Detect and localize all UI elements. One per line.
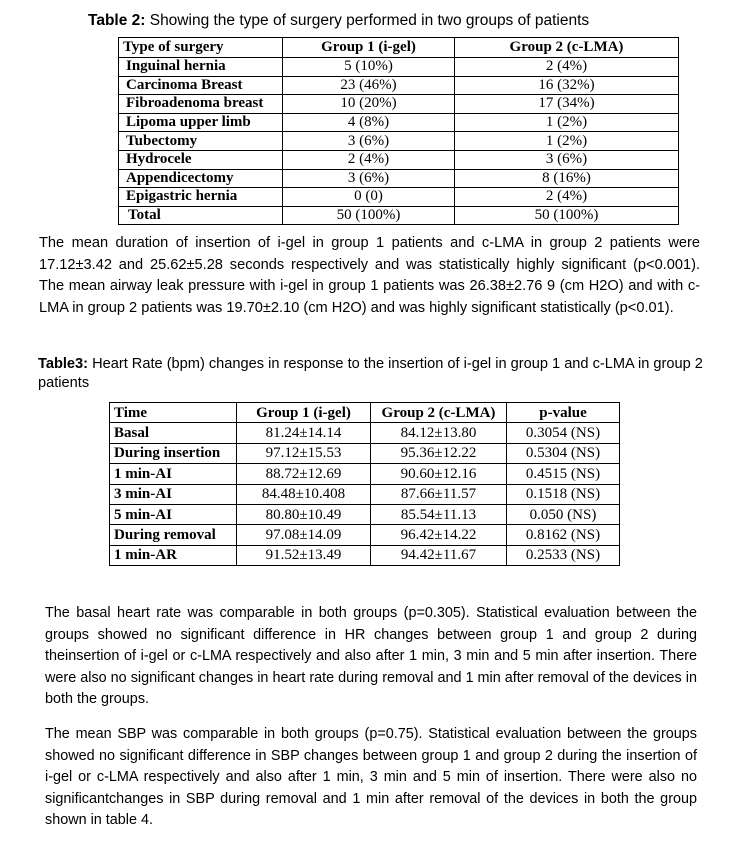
table3-caption	[38, 355, 708, 393]
table-cell: 4 (8%)	[283, 113, 455, 132]
table-cell: 17 (34%)	[455, 95, 679, 114]
table3-heart-rate	[109, 402, 620, 566]
table-row-total	[119, 206, 679, 225]
table3-caption-label: Table3:	[38, 356, 89, 372]
table-row	[110, 423, 620, 443]
paragraph-sbp: The mean SBP was comparable in both groups (p=0.75). Statistical evaluation between the groups showed no significant difference in SBP changes between group 1 and group 2 during the insertion of i-gel or c-LMA respectively and also after 1 min, 3 min and 5 min of insertion. There were also no significantchanges in SBP during removal and 1 min after removal of the devices in both the group shown in table 4.	[45, 726, 697, 828]
table-cell: Carcinoma Breast	[119, 76, 283, 95]
table-cell: 1 min-AI	[110, 464, 237, 484]
table2-caption-text: Showing the type of surgery performed in two groups of patients	[145, 12, 590, 29]
table2-caption	[88, 12, 589, 30]
table3-caption-text: Heart Rate (bpm) changes in response to the insertion of i-gel in group 1 and c-LMA in group 2 patients	[38, 356, 703, 391]
table2-header-cell: Type of surgery	[119, 38, 283, 58]
table-cell: 0.050 (NS)	[507, 504, 620, 524]
table-cell: 3 (6%)	[283, 169, 455, 188]
table-cell: 1 (2%)	[455, 132, 679, 151]
table-cell: 94.42±11.67	[371, 545, 507, 565]
table2-header-row	[119, 38, 679, 58]
table-cell: 5 (10%)	[283, 58, 455, 77]
table-cell: 97.08±14.09	[237, 525, 371, 545]
table-cell: Total	[119, 206, 283, 225]
table-row	[119, 76, 679, 95]
table-cell: 0.3054 (NS)	[507, 423, 620, 443]
table-cell: 0.4515 (NS)	[507, 464, 620, 484]
table-row	[119, 132, 679, 151]
table-row	[119, 188, 679, 207]
table-row	[119, 95, 679, 114]
table-cell: 87.66±11.57	[371, 484, 507, 504]
table-row	[110, 443, 620, 463]
table-row	[119, 150, 679, 169]
table-cell: 88.72±12.69	[237, 464, 371, 484]
table3-header-cell: Group 2 (c-LMA)	[371, 403, 507, 423]
table-cell: 10 (20%)	[283, 95, 455, 114]
table-row	[110, 525, 620, 545]
paragraph-heart-rate: The basal heart rate was comparable in both groups (p=0.305). Statistical evaluation between the groups showed no significant difference in HR changes between group 1 and group 2 during theinsertion of i-gel or c-LMA respectively and also after 1 min, 3 min and 5 min after insertion. There were also no significant changes in heart rate during removal and 1 min after removal of the devices in both the groups.	[45, 605, 697, 707]
table-cell: Epigastric hernia	[119, 188, 283, 207]
table-cell: 0.2533 (NS)	[507, 545, 620, 565]
table-row	[110, 504, 620, 524]
table-cell: 84.48±10.408	[237, 484, 371, 504]
table-cell: 0.1518 (NS)	[507, 484, 620, 504]
table-cell: 0.8162 (NS)	[507, 525, 620, 545]
table-cell: 2 (4%)	[455, 188, 679, 207]
table-cell: 90.60±12.16	[371, 464, 507, 484]
table-cell: 2 (4%)	[283, 150, 455, 169]
table-cell: Inguinal hernia	[119, 58, 283, 77]
table-row	[110, 464, 620, 484]
table-cell: 16 (32%)	[455, 76, 679, 95]
table-cell: 3 (6%)	[455, 150, 679, 169]
table-cell: 3 (6%)	[283, 132, 455, 151]
table-row	[110, 545, 620, 565]
table-row	[119, 58, 679, 77]
table-cell: 84.12±13.80	[371, 423, 507, 443]
paragraph-insertion-duration: The mean duration of insertion of i-gel in group 1 patients and c-LMA in group 2 patients were 17.12±3.42 and 25.62±5.28 seconds respectively and was statistically highly significant (p<0.001). The mean airway leak pressure with i-gel in group 1 patients was 26.38±2.76 9 (cm H2O) and with c-LMA in group 2 patients was 19.70±2.10 (cm H2O) and was highly significant statistically (p<0.01).	[39, 235, 700, 316]
table-cell: 95.36±12.22	[371, 443, 507, 463]
table-cell: Appendicectomy	[119, 169, 283, 188]
table-cell: 23 (46%)	[283, 76, 455, 95]
table-cell: Fibroadenoma breast	[119, 95, 283, 114]
table-cell: 0 (0)	[283, 188, 455, 207]
table-cell: Lipoma upper limb	[119, 113, 283, 132]
table-cell: 85.54±11.13	[371, 504, 507, 524]
table2-surgery-types	[118, 37, 679, 225]
table3-header-row	[110, 403, 620, 423]
table-cell: 5 min-AI	[110, 504, 237, 524]
table-cell: During insertion	[110, 443, 237, 463]
table-cell: 1 min-AR	[110, 545, 237, 565]
table-cell: 2 (4%)	[455, 58, 679, 77]
table3-header-cell: p-value	[507, 403, 620, 423]
table-cell: 96.42±14.22	[371, 525, 507, 545]
table-cell: Tubectomy	[119, 132, 283, 151]
table2-header-cell: Group 2 (c-LMA)	[455, 38, 679, 58]
table2-header-cell: Group 1 (i-gel)	[283, 38, 455, 58]
table-cell: 50 (100%)	[283, 206, 455, 225]
table-cell: 80.80±10.49	[237, 504, 371, 524]
table2-caption-label: Table 2:	[88, 12, 146, 29]
table-cell: 3 min-AI	[110, 484, 237, 504]
table-cell: Hydrocele	[119, 150, 283, 169]
table-cell: 91.52±13.49	[237, 545, 371, 565]
table-cell: 97.12±15.53	[237, 443, 371, 463]
table3-header-cell: Group 1 (i-gel)	[237, 403, 371, 423]
table-cell: 81.24±14.14	[237, 423, 371, 443]
table-row	[119, 169, 679, 188]
table3-header-cell: Time	[110, 403, 237, 423]
table-cell: During removal	[110, 525, 237, 545]
table-cell: 8 (16%)	[455, 169, 679, 188]
table-cell: 1 (2%)	[455, 113, 679, 132]
table-row	[110, 484, 620, 504]
table-row	[119, 113, 679, 132]
table-cell: 50 (100%)	[455, 206, 679, 225]
table-cell: Basal	[110, 423, 237, 443]
table-cell: 0.5304 (NS)	[507, 443, 620, 463]
